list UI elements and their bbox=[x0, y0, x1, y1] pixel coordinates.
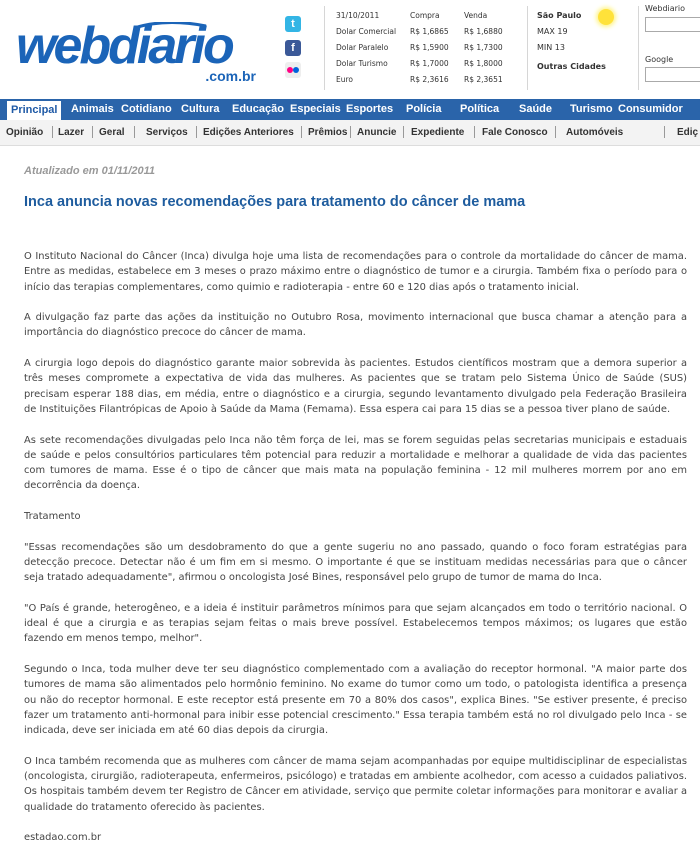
nav-policia[interactable]: Polícia bbox=[406, 103, 442, 115]
subnav-separator bbox=[664, 126, 665, 138]
nav-especiais[interactable]: Especiais bbox=[290, 103, 341, 115]
article-subheading: Tratamento bbox=[24, 511, 81, 523]
facebook-icon[interactable]: f bbox=[285, 40, 301, 56]
exchange-row bbox=[336, 59, 521, 75]
exchange-currency: Dolar Paralelo bbox=[336, 43, 389, 52]
sun-icon bbox=[598, 9, 614, 25]
subnav-geral[interactable]: Geral bbox=[99, 127, 125, 138]
header-divider bbox=[638, 6, 639, 90]
exchange-sell: R$ 1,7300 bbox=[464, 43, 503, 52]
main-nav bbox=[0, 99, 700, 120]
subnav-lazer[interactable]: Lazer bbox=[58, 127, 85, 138]
nav-turismo[interactable]: Turismo bbox=[570, 103, 613, 115]
nav-principal[interactable]: Principal bbox=[6, 100, 62, 120]
weather-min: MIN 13 bbox=[537, 43, 565, 52]
weather-widget bbox=[537, 11, 606, 78]
article-paragraph: "O País é grande, heterogêneo, e a ideia é instituir parâmetros mínimos para que sejam alcançados em todo o território nacional. O ideal é que a cirurgia e as terapias sejam feitas o mais breve possível. Estabelecemos tempos máximos; os lugares que estão fazendo em menos tempo, melhor". bbox=[24, 602, 687, 645]
article-paragraph: O Inca também recomenda que as mulheres com câncer de mama sejam acompanhadas por equipe multidisciplinar de especialistas (oncologista, cirurgião, radioterapeuta, enfermeiros, psicólogo) e tratadas em ambiente acolhedor, com acesso a cuidados paliativos. Os hospitais também devem ter Registro de Câncer em atividade, serviço que permite coletar informações para monitorar e avaliar a qualidade do tratamento oferecido às pacientes. bbox=[24, 755, 687, 813]
webdiario-search-label: Webdiario bbox=[645, 4, 686, 13]
exchange-sell: R$ 2,3651 bbox=[464, 75, 503, 84]
subnav-premios[interactable]: Prêmios bbox=[308, 127, 348, 138]
google-search-input[interactable] bbox=[645, 67, 700, 82]
exchange-row bbox=[336, 75, 521, 91]
subnav-separator bbox=[555, 126, 556, 138]
subnav-expediente[interactable]: Expediente bbox=[411, 127, 465, 138]
nav-politica[interactable]: Política bbox=[460, 103, 500, 115]
subnav-anuncie[interactable]: Anuncie bbox=[357, 127, 397, 138]
exchange-currency: Dolar Comercial bbox=[336, 27, 397, 36]
subnav-separator bbox=[134, 126, 135, 138]
subnav-opiniao[interactable]: Opinião bbox=[6, 127, 44, 138]
logo-wordmark: webdiario bbox=[16, 17, 232, 75]
nav-animais[interactable]: Animais bbox=[71, 103, 114, 115]
nav-esportes[interactable]: Esportes bbox=[346, 103, 394, 115]
exchange-row bbox=[336, 27, 521, 43]
subnav-separator bbox=[52, 126, 53, 138]
article-updated-date: Atualizado em 01/11/2011 bbox=[24, 165, 156, 177]
nav-saude[interactable]: Saúde bbox=[519, 103, 553, 115]
webdiario-search-input[interactable] bbox=[645, 17, 700, 32]
weather-max: MAX 19 bbox=[537, 27, 568, 36]
site-header bbox=[0, 0, 700, 97]
other-cities-link[interactable]: Outras Cidades bbox=[537, 62, 606, 71]
subnav-servicos[interactable]: Serviços bbox=[146, 127, 188, 138]
exchange-buy: R$ 1,5900 bbox=[410, 43, 449, 52]
exchange-buy: R$ 1,6865 bbox=[410, 27, 449, 36]
article-title: Inca anuncia novas recomendações para tratamento do câncer de mama bbox=[24, 194, 526, 210]
subnav-separator bbox=[403, 126, 404, 138]
subnav-edicoes-anteriores[interactable]: Edições Anteriores bbox=[203, 127, 294, 138]
subnav-edicoes[interactable]: Ediç bbox=[677, 127, 699, 138]
exchange-header-row bbox=[336, 11, 521, 27]
subnav-separator bbox=[301, 126, 302, 138]
article-paragraph: O Instituto Nacional do Câncer (Inca) divulga hoje uma lista de recomendações para o controle da mortalidade do câncer de mama. Entre as medidas, estabelece em 3 meses o prazo máximo entre o diagnóstico de tumor e a cirurgia. Também fixa o período para o início das terapias complementares, como quimio e radioterapia - entre 60 e 120 dias após o tratamento inicial. bbox=[24, 251, 687, 293]
article-source: estadao.com.br bbox=[24, 832, 102, 844]
exchange-date: 31/10/2011 bbox=[336, 11, 380, 20]
twitter-icon[interactable]: t bbox=[285, 16, 301, 32]
exchange-currency: Euro bbox=[336, 75, 353, 84]
exchange-sell: R$ 1,8000 bbox=[464, 59, 503, 68]
google-search-label: Google bbox=[645, 55, 674, 64]
nav-cotidiano[interactable]: Cotidiano bbox=[121, 103, 172, 115]
exchange-currency: Dolar Turismo bbox=[336, 59, 388, 68]
article-paragraph: A cirurgia logo depois do diagnóstico garante maior sobrevida às pacientes. Estudos científicos mostram que a demora superior a três meses compromete a expectativa de vida das mulheres. As pacientes que se tratam pelo Sistema Único de Saúde (SUS) precisam esperar 188 dias, em média, entre o diagnóstico e a cirurgia, segundo levantamento divulgado pela Federação Brasileira de Instituições Filantrópicas de Apoio à Saúde da Mama (Femama). Essa espera cai para 15 dias se a pessoa tiver plano de saúde. bbox=[24, 358, 687, 415]
nav-consumidor[interactable]: Consumidor bbox=[618, 103, 683, 115]
secondary-nav bbox=[0, 120, 700, 146]
exchange-sell: R$ 1,6880 bbox=[464, 27, 503, 36]
exchange-buy: R$ 2,3616 bbox=[410, 75, 449, 84]
article-body bbox=[24, 249, 687, 846]
weather-city: São Paulo bbox=[537, 11, 582, 20]
nav-cultura[interactable]: Cultura bbox=[181, 103, 220, 115]
header-divider bbox=[527, 6, 528, 90]
subnav-separator bbox=[92, 126, 93, 138]
nav-educacao[interactable]: Educação bbox=[232, 103, 284, 115]
exchange-sell-header: Venda bbox=[464, 11, 488, 20]
article-paragraph: As sete recomendações divulgadas pelo Inca não têm força de lei, mas se forem seguidas pelas secretarias municipais e estaduais de saúde e pelos consultórios particulares têm potencial para reduzir a mortalidade e melhorar a qualidade de vida das pacientes com tumores de mama. Esse é o tipo de câncer que mais mata na população feminina - 12 mil mulheres morrem por ano em decorrência da doença. bbox=[24, 434, 687, 492]
site-logo[interactable] bbox=[16, 17, 266, 84]
exchange-buy-header: Compra bbox=[410, 11, 440, 20]
subnav-separator bbox=[350, 126, 351, 138]
flickr-icon[interactable] bbox=[285, 62, 301, 78]
article-paragraph: A divulgação faz parte das ações da instituição no Outubro Rosa, movimento internacional que busca chamar a atenção para a importância do diagnóstico precoce do câncer de mama. bbox=[24, 312, 687, 339]
article-paragraph: Segundo o Inca, toda mulher deve ter seu diagnóstico complementado com a avaliação do receptor hormonal. "A maior parte dos tumores de mama são alimentados pelo hormônio feminino. No exame do tumor como um todo, o patologista identifica a presença ou não do receptor hormonal. E este receptor está presente em 70 a 80% dos casos", explica Bines. "Se estiver presente, é preciso fazer um tratamento anti-hormonal para inibir esse potencial crescimento." Essa terapia também está no rol divulgado pelo Inca - se indicada, deve ser iniciada em até 60 dias depois da cirurgia. bbox=[24, 664, 687, 737]
exchange-row bbox=[336, 43, 521, 59]
article-paragraph: "Essas recomendações são um desdobramento do que a gente sugeriu no ano passado, quando o foco foram estratégias para detecção precoce. Detectar não é um fim em si mesmo. O importante é que se instituam medidas necessárias para que o câncer seja tratado adequadamente", afirmou o oncologista José Bines, responsável pelo grupo de tumor de mama do Inca. bbox=[24, 541, 687, 584]
subnav-separator bbox=[474, 126, 475, 138]
exchange-rates bbox=[336, 11, 521, 91]
header-divider bbox=[324, 6, 325, 90]
logo-domain-suffix: .com.br bbox=[205, 68, 256, 84]
subnav-separator bbox=[196, 126, 197, 138]
exchange-buy: R$ 1,7000 bbox=[410, 59, 449, 68]
subnav-automoveis[interactable]: Automóveis bbox=[566, 127, 624, 138]
subnav-fale-conosco[interactable]: Fale Conosco bbox=[482, 127, 548, 138]
